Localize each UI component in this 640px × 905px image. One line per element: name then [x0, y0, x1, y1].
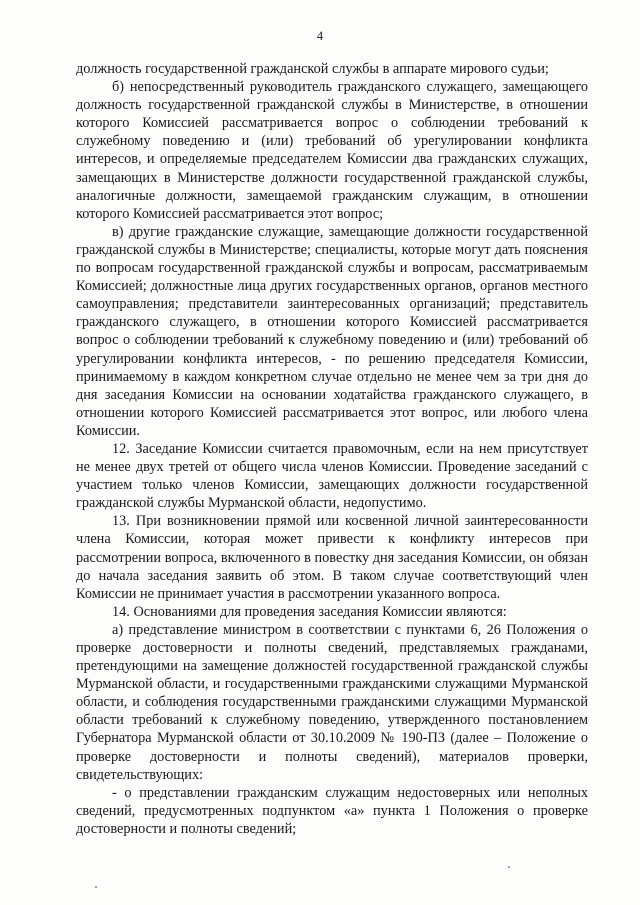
document-body	[76, 60, 588, 838]
paragraph-13: 13. При возникновении прямой или косвенной личной заинтересованности члена Комиссии, которая может привести к конфликту интересов при рассмотрении вопроса, включенного в повестку дня заседания Комиссии, он обязан до начала заседания заявить об этом. В таком случае соответствующий член Комиссии не принимает участия в рассмотрении указанного вопроса.	[76, 513, 588, 602]
paragraph-continuation: должность государственной гражданской службы в аппарате мирового судьи;	[76, 61, 549, 77]
paragraph-item-b: б) непосредственный руководитель гражданского служащего, замещающего должность государственной гражданской службы в Министерстве, в отношении которого Комиссией рассматривается вопрос о соблюдении требований к служебному поведению и (или) требований об урегулировании конфликта интересов, и определяемые председателем Комиссии два гражданских служащих, замещающих в Министерстве должности государственной гражданской службы, аналогичные должности, замещаемой гражданским служащим, в отношении которого Комиссией рассматривается этот вопрос;	[76, 79, 588, 222]
paragraph-item-v: в) другие гражданские служащие, замещающие должности государственной гражданской службы в Министерстве; специалисты, которые могут дать пояснения по вопросам государственной гражданской службы и вопросам, рассматриваемым Комиссией; должностные лица других государственных органов, органов местного самоуправления; представители заинтересованных организаций; представитель гражданского служащего, в отношении которого Комиссией рассматривается вопрос о соблюдении требований к служебному поведению и (или) требований об урегулировании конфликта интересов, - по решению председателя Комиссии, принимаемому в каждом конкретном случае отдельно не менее чем за три дня до дня заседания Комиссии на основании ходатайства гражданского служащего, в отношении которого Комиссией рассматривается этот вопрос, или любого члена Комиссии.	[76, 223, 588, 439]
paragraph-14-dash-item: - о представлении гражданским служащим недостоверных или неполных сведений, предусмотренных подпунктом «а» пункта 1 Положения о проверке достоверности и полноты сведений;	[76, 784, 588, 837]
scan-speck	[95, 886, 97, 888]
paragraph-14-item-a: а) представление министром в соответствии с пунктами 6, 26 Положения о проверке достоверности и полноты сведений, представляемых гражданами, претендующими на замещение должностей государственной гражданской службы Мурманской области, и государственными гражданскими служащими Мурманской области, и соблюдения государственными гражданскими служащими Мурманской области требований к служебному поведению, утвержденного постановлением Губернатора Мурманской области от 30.10.2009 № 190-ПЗ (далее – Положение о проверке достоверности и полноты сведений), материалов проверки, свидетельствующих:	[76, 621, 588, 783]
paragraph-12: 12. Заседание Комиссии считается правомочным, если на нем присутствует не менее двух третей от общего числа членов Комиссии. Проведение заседаний с участием только членов Комиссии, замещающих должности государственной гражданской службы Мурманской области, недопустимо.	[76, 440, 588, 512]
paragraph-14: 14. Основаниями для проведения заседания Комиссии являются:	[112, 603, 507, 620]
page-number: 4	[316, 29, 324, 43]
scan-speck	[508, 866, 510, 868]
